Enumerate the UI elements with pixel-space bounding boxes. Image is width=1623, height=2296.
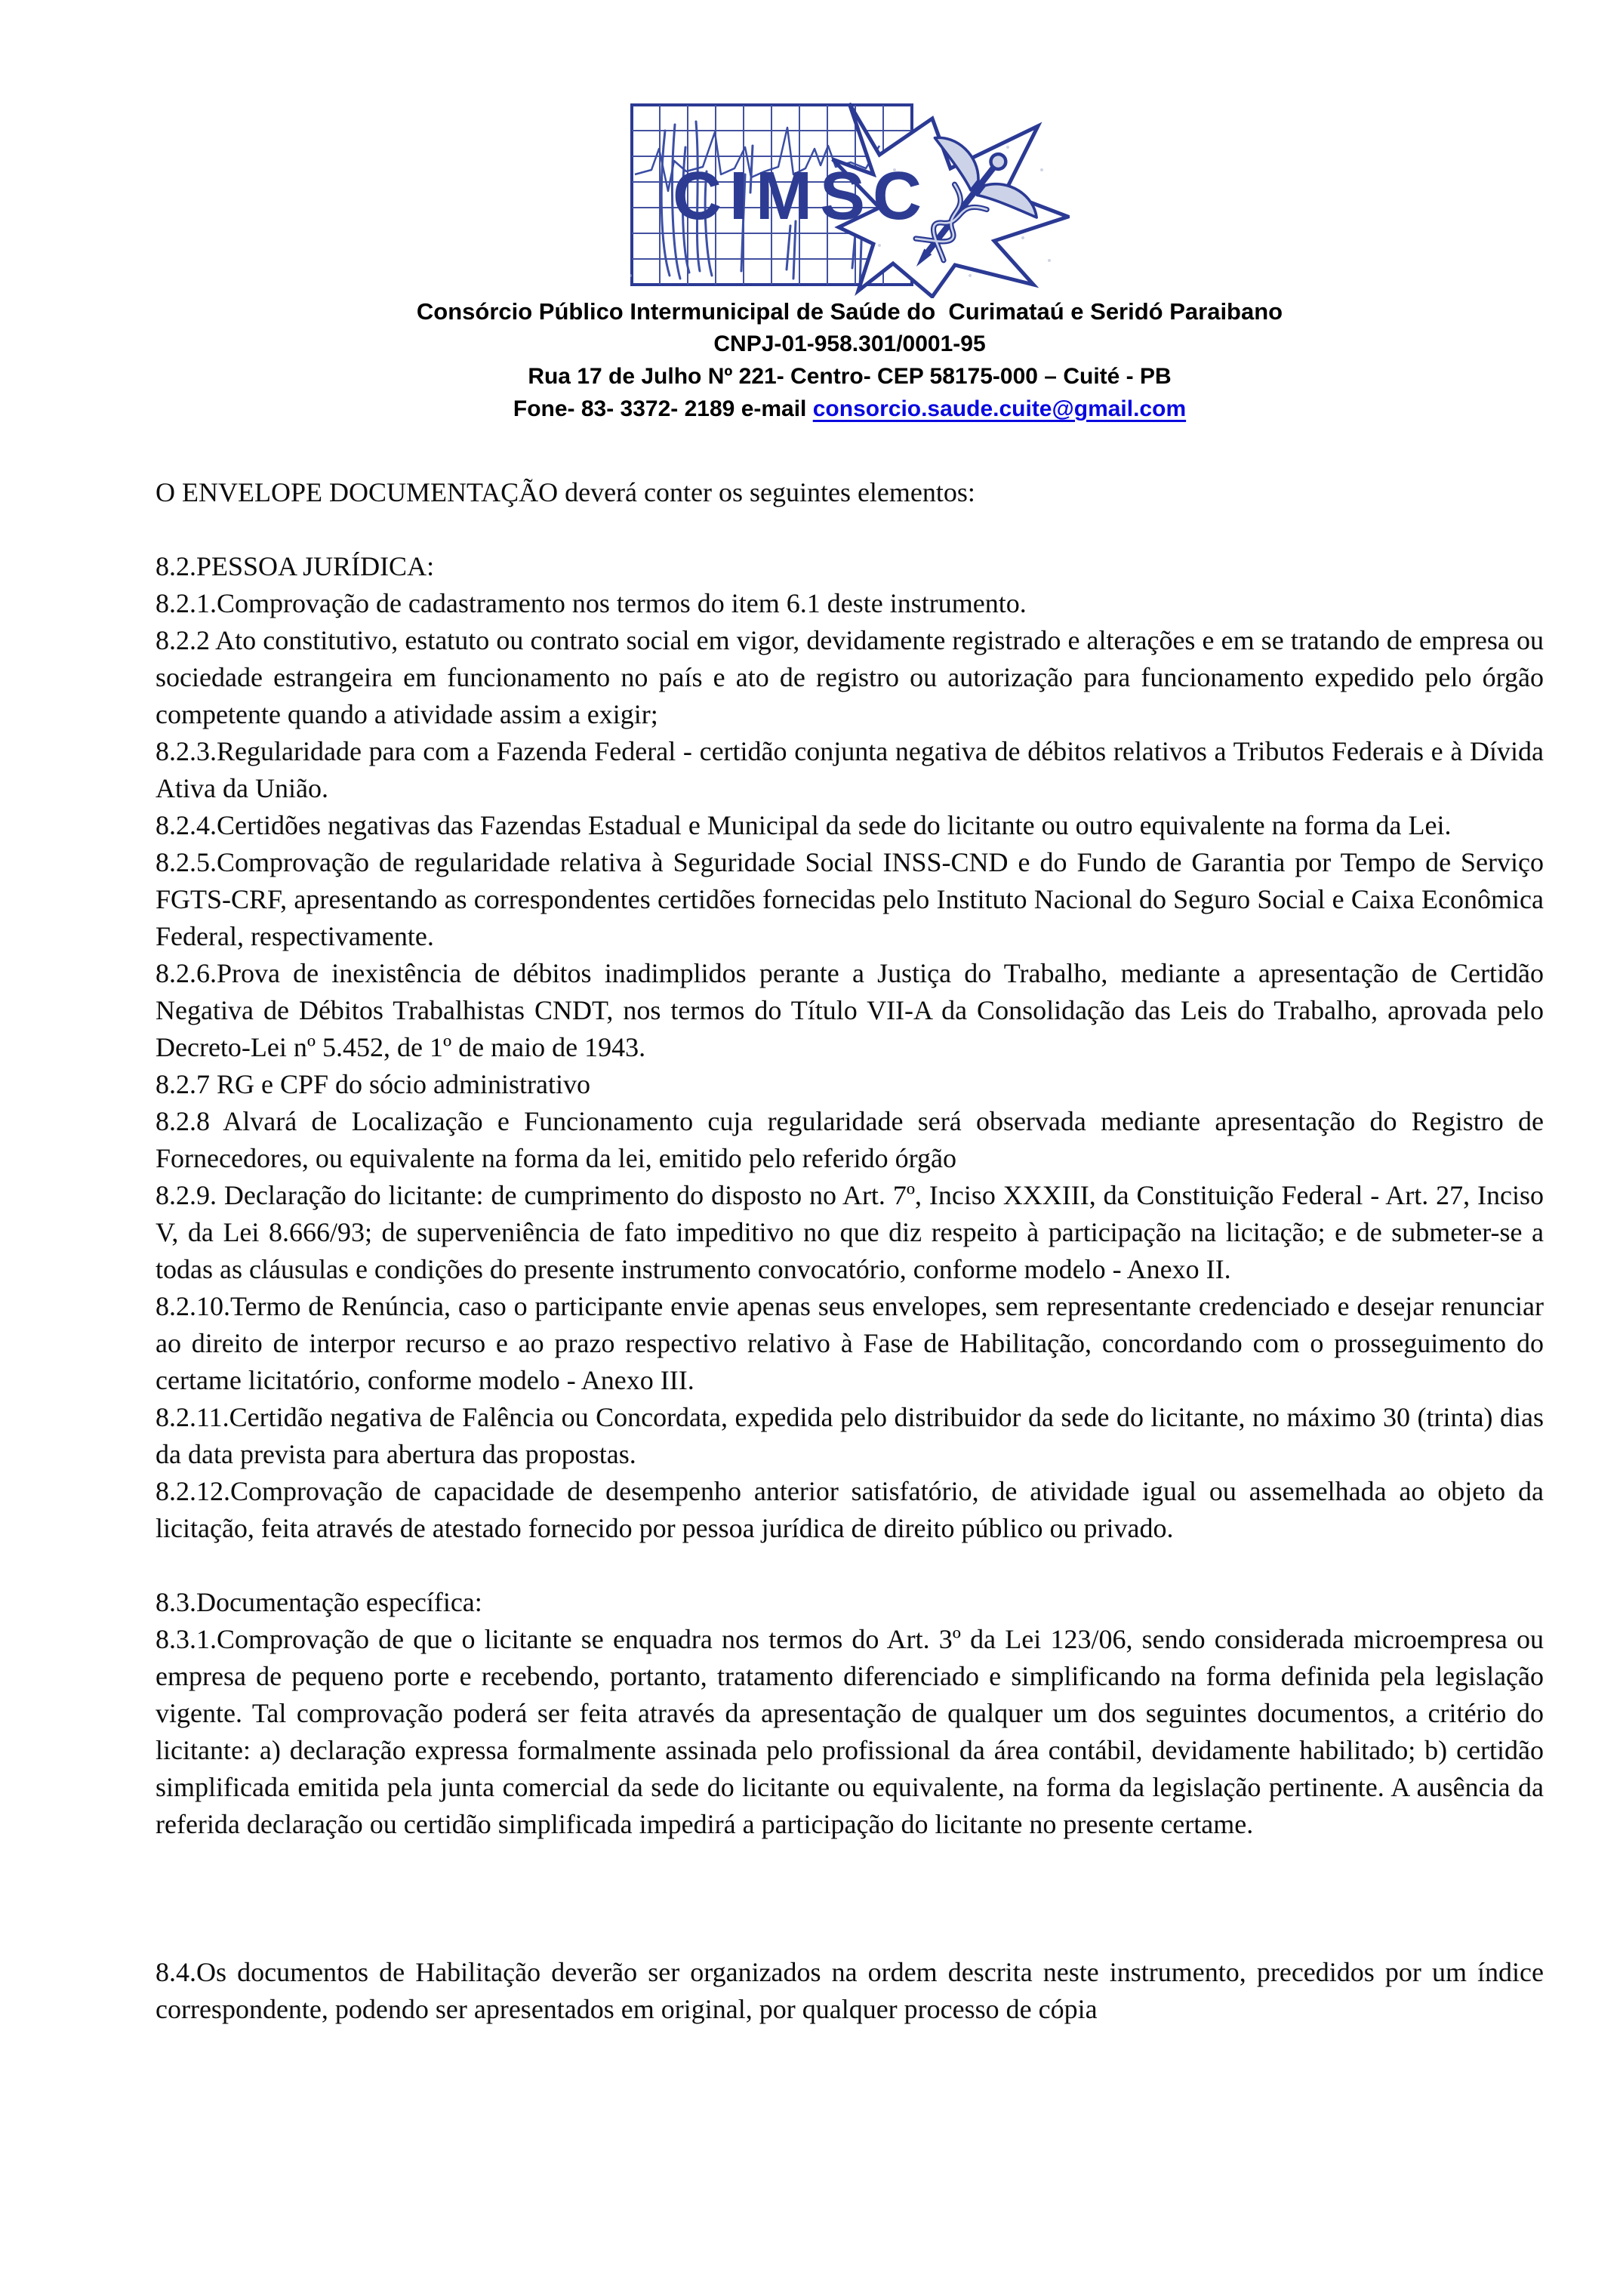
- paragraph-8.2.7: 8.2.7 RG e CPF do sócio administrativo: [156, 1069, 590, 1099]
- phone-label: Fone- 83- 3372- 2189 e-mail: [513, 396, 813, 421]
- paragraph-8.2.2: 8.2.2 Ato constitutivo, estatuto ou contrato social em vigor, devidamente registrado e alterações e em se tratando de empresa ou sociedade estrangeira em funcionamento no país e ato de registro ou autorização para funcionamento expedido pelo órgão competente quando a atividade assim a exigir;: [156, 625, 1544, 729]
- paragraph-8.2.4: 8.2.4.Certidões negativas das Fazendas Estadual e Municipal da sede do licitante ou outro equivalente na forma da Lei.: [156, 810, 1452, 840]
- logo-text: CIMSC: [672, 159, 929, 234]
- org-contact: [156, 393, 1544, 425]
- paragraph-8.3.1: 8.3.1.Comprovação de que o licitante se enquadra nos termos do Art. 3º da Lei 123/06, sendo considerada microempresa ou empresa de pequeno porte e recebendo, portanto, tratamento diferenciado e simplificando na forma definida pela legislação vigente. Tal comprovação poderá ser feita através da apresentação de qualquer um dos seguintes documentos, a critério do licitante: a) declaração expressa formalmente assinada pelo profissional da área contábil, devidamente habilitado; b) certidão simplificada emitida pela junta comercial da sede do licitante ou equivalente, na forma da legislação pertinente. A ausência da referida declaração ou certidão simplificada impedirá a participação do licitante no presente certame.: [156, 1624, 1544, 1839]
- paragraph-8.2.1: 8.2.1.Comprovação de cadastramento nos termos do item 6.1 deste instrumento.: [156, 588, 1027, 618]
- paragraph-8.2.12: 8.2.12.Comprovação de capacidade de desempenho anterior satisfatório, de atividade igual ou assemelhada ao objeto da licitação, feita através de atestado fornecido por pessoa jurídica de direito público ou privado.: [156, 1476, 1544, 1543]
- email-link[interactable]: consorcio.saude.cuite@gmail.com: [812, 396, 1187, 421]
- paragraph-intro: O ENVELOPE DOCUMENTAÇÃO deverá conter os seguintes elementos:: [156, 477, 975, 507]
- paragraph-8.2.11: 8.2.11.Certidão negativa de Falência ou Concordata, expedida pelo distribuidor da sede do licitante, no máximo 30 (trinta) dias da data prevista para abertura das propostas.: [156, 1402, 1544, 1469]
- org-header-block: [156, 295, 1544, 425]
- letterhead: [0, 0, 1623, 425]
- paragraph-8.3: 8.3.Documentação específica:: [156, 1587, 482, 1617]
- paragraph-8.2.9: 8.2.9. Declaração do licitante: de cumprimento do disposto no Art. 7º, Inciso XXXIII, da Constituição Federal - Art. 27, Inciso V, da Lei 8.666/93; de superveniência de fato impeditivo no que diz respeito à participação na licitação; e de submeter-se a todas as cláusulas e condições do presente instrumento convocatório, conforme modelo - Anexo II.: [156, 1180, 1544, 1284]
- blank-line: [156, 1843, 1544, 1954]
- org-address: Rua 17 de Julho Nº 221- Centro- CEP 58175-000 – Cuité - PB: [528, 364, 1172, 389]
- cimsc-logo: [156, 102, 1544, 298]
- paragraph-8.2.5: 8.2.5.Comprovação de regularidade relativa à Seguridade Social INSS-CND e do Fundo de Garantia por Tempo de Serviço FGTS-CRF, apresentando as correspondentes certidões fornecidas pelo Instituto Nacional do Seguro Social e Caixa Econômica Federal, respectivamente.: [156, 847, 1544, 951]
- paragraph-8.2.3: 8.2.3.Regularidade para com a Fazenda Federal - certidão conjunta negativa de débitos relativos a Tributos Federais e à Dívida Ativa da União.: [156, 736, 1544, 803]
- paragraph-8.2: 8.2.PESSOA JURÍDICA:: [156, 551, 435, 581]
- blank-line: [156, 1547, 1544, 1584]
- blank-line: [156, 511, 1544, 548]
- document-body: [156, 474, 1544, 2028]
- paragraph-8.2.10: 8.2.10.Termo de Renúncia, caso o participante envie apenas seus envelopes, sem representante credenciado e desejar renunciar ao direito de interpor recurso e ao prazo respectivo relativo à Fase de Habilitação, concordando com o prosseguimento do certame licitatório, conforme modelo - Anexo III.: [156, 1291, 1544, 1395]
- org-name: Consórcio Público Intermunicipal de Saúde do Curimataú e Seridó Paraibano: [416, 298, 1283, 325]
- paragraph-8.4: 8.4.Os documentos de Habilitação deverão ser organizados na ordem descrita neste instrumento, precedidos por um índice correspondente, podendo ser apresentados em original, por qualquer processo de cópia: [156, 1957, 1544, 2024]
- org-cnpj: CNPJ-01-958.301/0001-95: [713, 331, 986, 356]
- paragraph-8.2.6: 8.2.6.Prova de inexistência de débitos inadimplidos perante a Justiça do Trabalho, mediante a apresentação de Certidão Negativa de Débitos Trabalhistas CNDT, nos termos do Título VII-A da Consolidação das Leis do Trabalho, aprovada pelo Decreto-Lei nº 5.452, de 1º de maio de 1943.: [156, 958, 1544, 1062]
- paragraph-8.2.8: 8.2.8 Alvará de Localização e Funcionamento cuja regularidade será observada mediante apresentação do Registro de Fornecedores, ou equivalente na forma da lei, emitido pelo referido órgão: [156, 1106, 1544, 1173]
